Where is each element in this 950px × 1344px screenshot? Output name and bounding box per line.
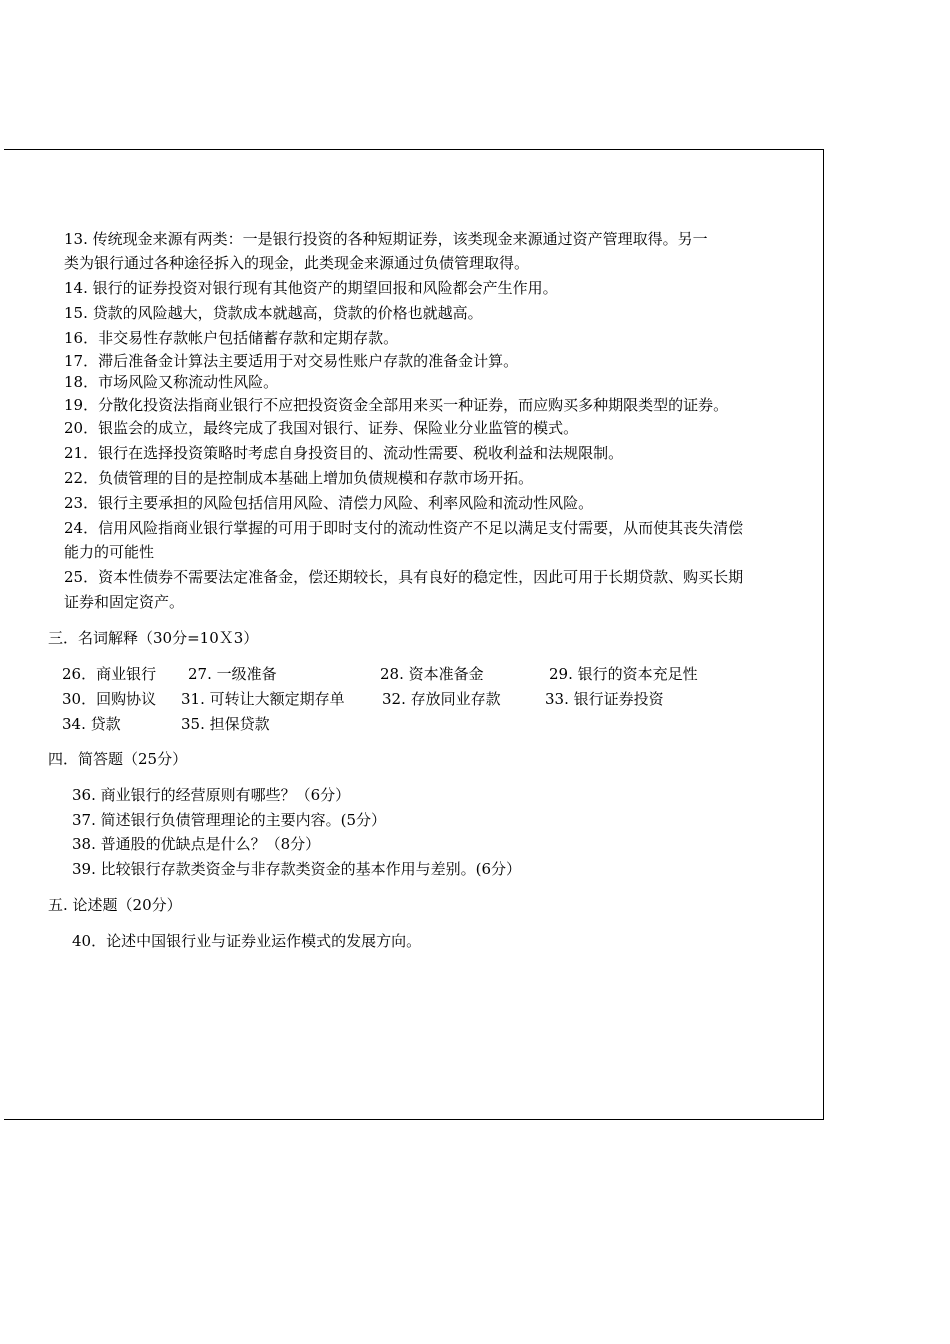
tf-item-14: 14. 银行的证券投资对银行现有其他资产的期望回报和风险都会产生作用。 bbox=[64, 279, 558, 297]
tf-item-13-line1: 13. 传统现金来源有两类：一是银行投资的各种短期证券，该类现金来源通过资产管理取得。另一 bbox=[64, 230, 708, 248]
tf-item-22: 22．负债管理的目的是控制成本基础上增加负债规模和存款市场开拓。 bbox=[64, 469, 534, 487]
question-38: 38. 普通股的优缺点是什么？（8分） bbox=[72, 835, 321, 853]
term-34: 34. 贷款 bbox=[62, 715, 121, 733]
term-35: 35. 担保贷款 bbox=[181, 715, 270, 733]
term-26: 26．商业银行 bbox=[62, 665, 157, 683]
term-29: 29. 银行的资本充足性 bbox=[549, 665, 698, 683]
tf-item-25-line1: 25．资本性债券不需要法定准备金，偿还期较长，具有良好的稳定性，因此可用于长期贷款、购买长期 bbox=[64, 568, 744, 586]
section-4-title: 四．简答题（25分） bbox=[48, 750, 188, 768]
question-36: 36. 商业银行的经营原则有哪些？（6分） bbox=[72, 786, 351, 804]
tf-item-17: 17．滞后准备金计算法主要适用于对交易性账户存款的准备金计算。 bbox=[64, 352, 519, 370]
tf-item-19: 19．分散化投资法指商业银行不应把投资资金全部用来买一种证券，而应购买多种期限类型的证券。 bbox=[64, 396, 729, 414]
tf-item-15: 15. 贷款的风险越大，贷款成本就越高，贷款的价格也就越高。 bbox=[64, 304, 483, 322]
term-33: 33. 银行证券投资 bbox=[545, 690, 664, 708]
question-37: 37. 简述银行负债管理理论的主要内容。(5分） bbox=[72, 811, 387, 829]
question-40: 40．论述中国银行业与证券业运作模式的发展方向。 bbox=[72, 932, 422, 950]
section-3-title: 三．名词解释（30分=10Ｘ3） bbox=[48, 629, 259, 647]
tf-item-18: 18．市场风险又称流动性风险。 bbox=[64, 373, 279, 391]
tf-item-21: 21．银行在选择投资策略时考虑自身投资目的、流动性需要、税收利益和法规限制。 bbox=[64, 444, 624, 462]
term-27: 27. 一级准备 bbox=[188, 665, 277, 683]
term-32: 32. 存放同业存款 bbox=[382, 690, 501, 708]
tf-item-23: 23．银行主要承担的风险包括信用风险、清偿力风险、利率风险和流动性风险。 bbox=[64, 494, 594, 512]
tf-item-16: 16．非交易性存款帐户包括储蓄存款和定期存款。 bbox=[64, 329, 399, 347]
tf-item-20: 20．银监会的成立，最终完成了我国对银行、证券、保险业分业监管的模式。 bbox=[64, 419, 579, 437]
term-31: 31. 可转让大额定期存单 bbox=[181, 690, 345, 708]
tf-item-24-line1: 24．信用风险指商业银行掌握的可用于即时支付的流动性资产不足以满足支付需要，从而使其丧失清偿 bbox=[64, 519, 744, 537]
section-5-title: 五. 论述题（20分） bbox=[48, 896, 182, 914]
term-28: 28. 资本准备金 bbox=[380, 665, 484, 683]
tf-item-24-line2: 能力的可能性 bbox=[64, 543, 155, 561]
tf-item-13-line2: 类为银行通过各种途径拆入的现金，此类现金来源通过负债管理取得。 bbox=[64, 254, 530, 272]
term-30: 30．回购协议 bbox=[62, 690, 157, 708]
question-39: 39. 比较银行存款类资金与非存款类资金的基本作用与差别。(6分） bbox=[72, 860, 522, 878]
tf-item-25-line2: 证券和固定资产。 bbox=[64, 593, 185, 611]
